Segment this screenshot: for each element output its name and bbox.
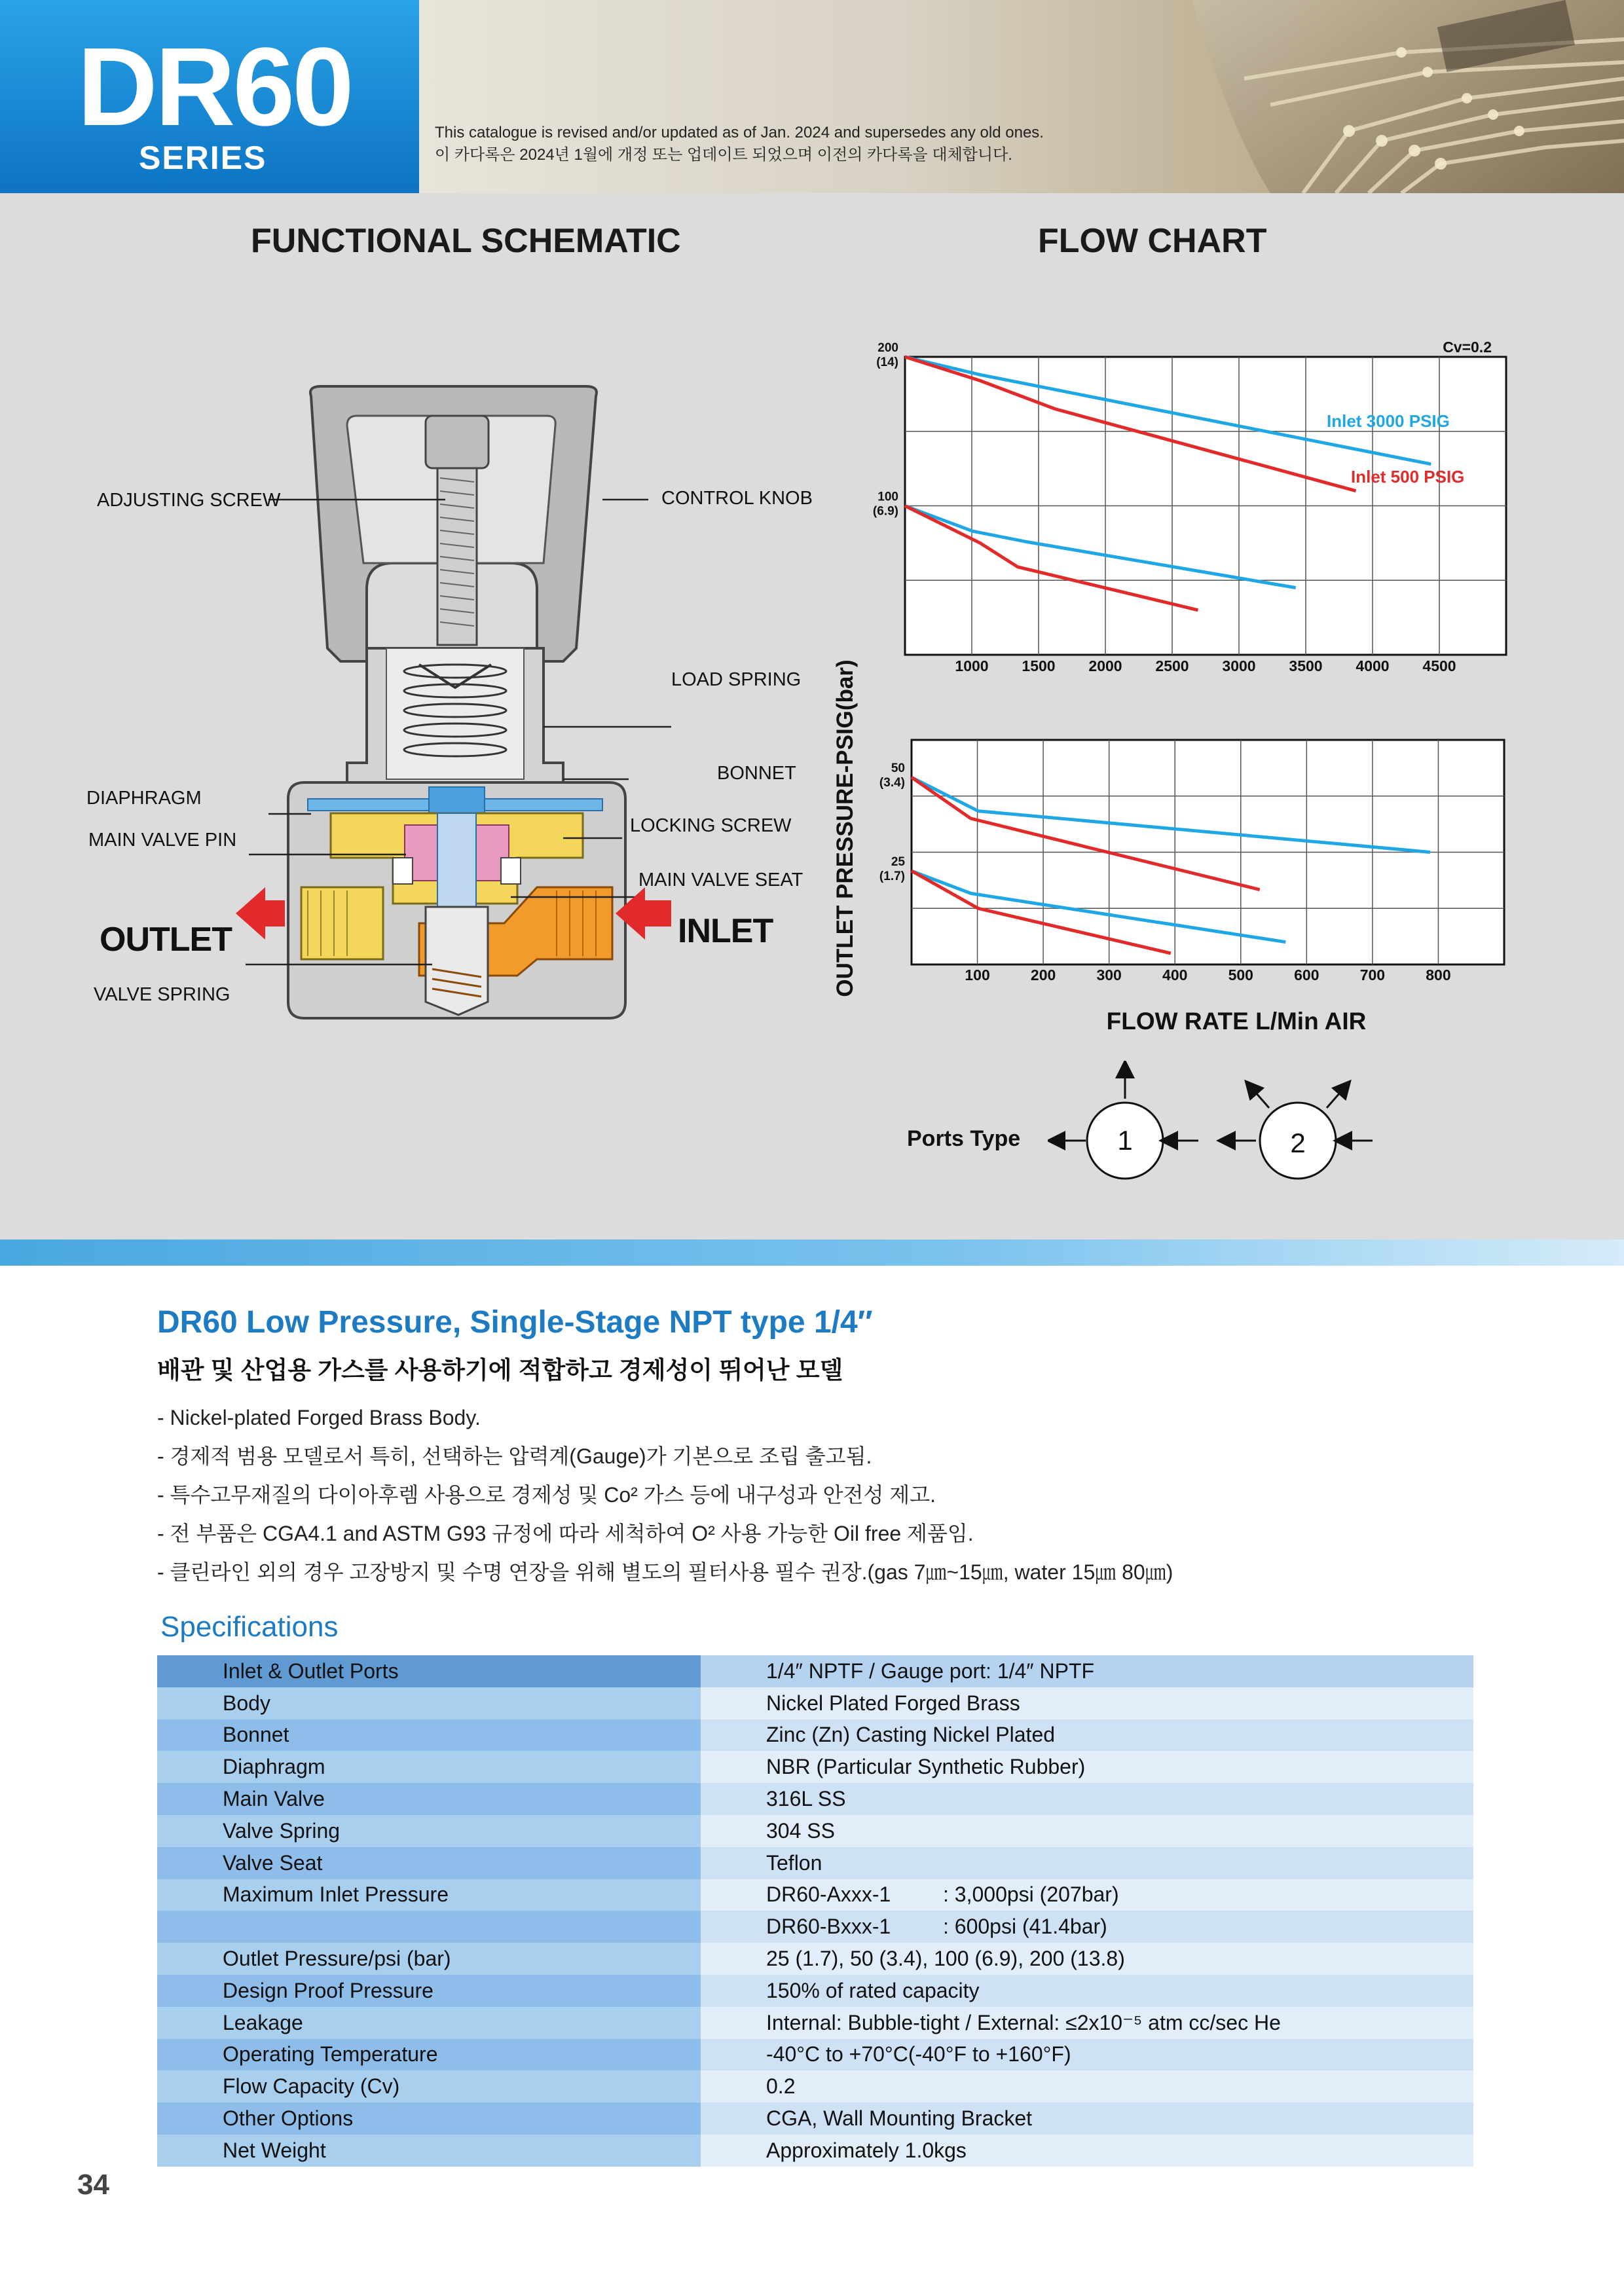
- label-diaphragm: DIAPHRAGM: [86, 788, 202, 809]
- feature-item: - 전 부품은 CGA4.1 and ASTM G93 규정에 따라 세척하여 O² 사용 가능한 Oil free 제품임.: [157, 1522, 974, 1545]
- feature-item: - 경제적 범용 모델로서 특히, 선택하는 압력계(Gauge)가 기본으로 조립 출고됨.: [157, 1444, 872, 1468]
- spec-value: [701, 1911, 1473, 1943]
- table-row: [157, 1783, 1473, 1815]
- y-tick-label: 100: [877, 490, 898, 504]
- spec-key: Net Weight: [157, 2135, 701, 2167]
- catalogue-note-en: This catalogue is revised and/or updated as of Jan. 2024 and supersedes any old ones.: [435, 124, 1044, 141]
- x-tick-label: 500: [1228, 966, 1253, 983]
- table-row: [157, 2070, 1473, 2102]
- x-tick-label: 800: [1426, 966, 1451, 983]
- spec-value: NBR (Particular Synthetic Rubber): [701, 1751, 1473, 1783]
- x-tick-label: 600: [1294, 966, 1320, 983]
- header: [0, 0, 1624, 193]
- port2-number: 2: [1290, 1128, 1306, 1158]
- label-adjusting-screw: ADJUSTING SCREW: [97, 490, 281, 511]
- spec-key: Valve Spring: [157, 1815, 701, 1847]
- ports-type-label: Ports Type: [907, 1126, 1021, 1151]
- spec-key: Body: [157, 1687, 701, 1719]
- spec-value: 25 (1.7), 50 (3.4), 100 (6.9), 200 (13.8): [701, 1943, 1473, 1975]
- spec-key: Other Options: [157, 2102, 701, 2135]
- x-axis-label: FLOW RATE L/Min AIR: [1106, 1008, 1367, 1035]
- label-inlet: INLET: [678, 912, 773, 950]
- spec-key: Inlet & Outlet Ports: [157, 1655, 701, 1687]
- x-tick-label: 400: [1162, 966, 1188, 983]
- x-tick-label: 2000: [1088, 657, 1122, 674]
- spec-key: Valve Seat: [157, 1847, 701, 1879]
- table-row: [157, 1879, 1473, 1911]
- spec-value: 304 SS: [701, 1815, 1473, 1847]
- spec-value: Approximately 1.0kgs: [701, 2135, 1473, 2167]
- x-tick-label: 100: [965, 966, 990, 983]
- x-tick-label: 1500: [1022, 657, 1056, 674]
- spec-value: [701, 1879, 1473, 1911]
- spec-key: [157, 1911, 701, 1943]
- label-bonnet: BONNET: [717, 763, 796, 784]
- spec-pressure: : 600psi (41.4bar): [943, 1915, 1107, 1939]
- spec-value: Teflon: [701, 1847, 1473, 1879]
- main-valve-seat-shape: [426, 907, 488, 1015]
- x-tick-label: 1000: [955, 657, 989, 674]
- table-row: [157, 1911, 1473, 1943]
- legend-inlet-3000: Inlet 3000 PSIG: [1327, 411, 1450, 431]
- feature-item: - 클린라인 외의 경우 고장방지 및 수명 연장을 위해 별도의 필터사용 필수 권장.(gas 7㎛~15㎛, water 15㎛ 80㎛): [157, 1560, 1173, 1584]
- label-load-spring: LOAD SPRING: [671, 669, 802, 690]
- label-valve-spring: VALVE SPRING: [94, 984, 231, 1005]
- spec-value: Nickel Plated Forged Brass: [701, 1687, 1473, 1719]
- table-row: [157, 1943, 1473, 1975]
- circuit-banner: [419, 0, 1624, 193]
- label-locking-screw: LOCKING SCREW: [630, 815, 792, 836]
- specifications-title: Specifications: [160, 1611, 339, 1643]
- y-tick-sublabel: (6.9): [872, 504, 898, 519]
- y-tick-label: 200: [877, 341, 898, 355]
- flow-chart: [825, 327, 1578, 1080]
- blue-divider-strip: [0, 1239, 1624, 1266]
- spec-value: 0.2: [701, 2070, 1473, 2102]
- table-row: [157, 2007, 1473, 2039]
- page-number: 34: [77, 2169, 109, 2201]
- spec-value: 316L SS: [701, 1783, 1473, 1815]
- x-tick-label: 4500: [1422, 657, 1456, 674]
- table-row: [157, 1719, 1473, 1752]
- spec-model: DR60-Bxxx-1: [766, 1915, 891, 1939]
- spec-value: Internal: Bubble-tight / External: ≤2x10⁻⁵ atm cc/sec He: [701, 2007, 1473, 2039]
- x-tick-label: 3000: [1222, 657, 1256, 674]
- spec-pressure: : 3,000psi (207bar): [943, 1882, 1119, 1907]
- table-row: [157, 1687, 1473, 1719]
- spec-value: 1/4″ NPTF / Gauge port: 1/4″ NPTF: [701, 1655, 1473, 1687]
- feature-list: [157, 1399, 1532, 1592]
- y-axis-label: OUTLET PRESSURE-PSIG(bar): [832, 659, 858, 997]
- series-label: SERIES: [139, 139, 267, 176]
- x-tick-label: 2500: [1155, 657, 1189, 674]
- legend-inlet-500: Inlet 500 PSIG: [1351, 467, 1465, 487]
- flow-chart-title: FLOW CHART: [1038, 222, 1267, 260]
- label-outlet: OUTLET: [100, 921, 232, 959]
- spec-key: Diaphragm: [157, 1751, 701, 1783]
- y-tick-sublabel: (14): [876, 356, 898, 369]
- spec-value: 150% of rated capacity: [701, 1975, 1473, 2007]
- table-row: [157, 1847, 1473, 1879]
- catalogue-note-kr: 이 카다록은 2024년 1월에 개정 또는 업데이트 되었으며 이전의 카다록을 대체합니다.: [435, 146, 1012, 164]
- spec-key: Main Valve: [157, 1783, 701, 1815]
- model-title: DR60: [77, 25, 352, 149]
- spec-key: Outlet Pressure/psi (bar): [157, 1943, 701, 1975]
- outlet-arrow: [236, 887, 285, 940]
- upper-chart-grid: [905, 357, 1506, 655]
- schematic-title: FUNCTIONAL SCHEMATIC: [251, 222, 681, 260]
- spec-key: Maximum Inlet Pressure: [157, 1879, 701, 1911]
- brand-box: [0, 0, 419, 193]
- table-row: [157, 1751, 1473, 1783]
- x-tick-label: 4000: [1356, 657, 1390, 674]
- table-row: [157, 2039, 1473, 2071]
- product-subtitle: 배관 및 산업용 가스를 사용하기에 적합하고 경제성이 뛰어난 모델: [157, 1357, 843, 1384]
- spec-key: Bonnet: [157, 1719, 701, 1752]
- feature-item: - 특수고무재질의 다이아후렘 사용으로 경제성 및 Co² 가스 등에 내구성과 안전성 제고.: [157, 1483, 936, 1507]
- label-control-knob: CONTROL KNOB: [661, 488, 813, 509]
- table-row: [157, 2102, 1473, 2135]
- x-tick-label: 200: [1030, 966, 1056, 983]
- y-tick-label: 25: [891, 855, 905, 870]
- port1-number: 1: [1117, 1125, 1133, 1156]
- y-tick-sublabel: (3.4): [879, 776, 905, 790]
- x-tick-label: 700: [1359, 966, 1386, 983]
- y-tick-label: 50: [891, 762, 905, 776]
- x-tick-label: 300: [1096, 966, 1122, 983]
- spec-key: Flow Capacity (Cv): [157, 2070, 701, 2102]
- feature-item: - Nickel-plated Forged Brass Body.: [157, 1406, 481, 1429]
- spec-model: DR60-Axxx-1: [766, 1882, 891, 1907]
- y-tick-sublabel: (1.7): [879, 870, 905, 884]
- cv-label: Cv=0.2: [1443, 339, 1492, 356]
- table-row: [157, 1815, 1473, 1847]
- label-main-valve-seat: MAIN VALVE SEAT: [638, 870, 803, 890]
- spec-value: -40°C to +70°C(-40°F to +160°F): [701, 2039, 1473, 2071]
- x-tick-label: 3500: [1289, 657, 1323, 674]
- specifications-table: [157, 1655, 1473, 2167]
- spec-value: Zinc (Zn) Casting Nickel Plated: [701, 1719, 1473, 1752]
- spec-key: Design Proof Pressure: [157, 1975, 701, 2007]
- table-row: [157, 1975, 1473, 2007]
- table-row: [157, 1655, 1473, 1687]
- catalogue-note: [435, 122, 1044, 166]
- table-row: [157, 2135, 1473, 2167]
- spec-key: Leakage: [157, 2007, 701, 2039]
- spec-value: CGA, Wall Mounting Bracket: [701, 2102, 1473, 2135]
- spec-key: Operating Temperature: [157, 2039, 701, 2071]
- ports-type-diagram: [1048, 1061, 1388, 1218]
- product-title: DR60 Low Pressure, Single-Stage NPT type 1/4″: [157, 1305, 873, 1340]
- label-main-valve-pin: MAIN VALVE PIN: [88, 830, 237, 851]
